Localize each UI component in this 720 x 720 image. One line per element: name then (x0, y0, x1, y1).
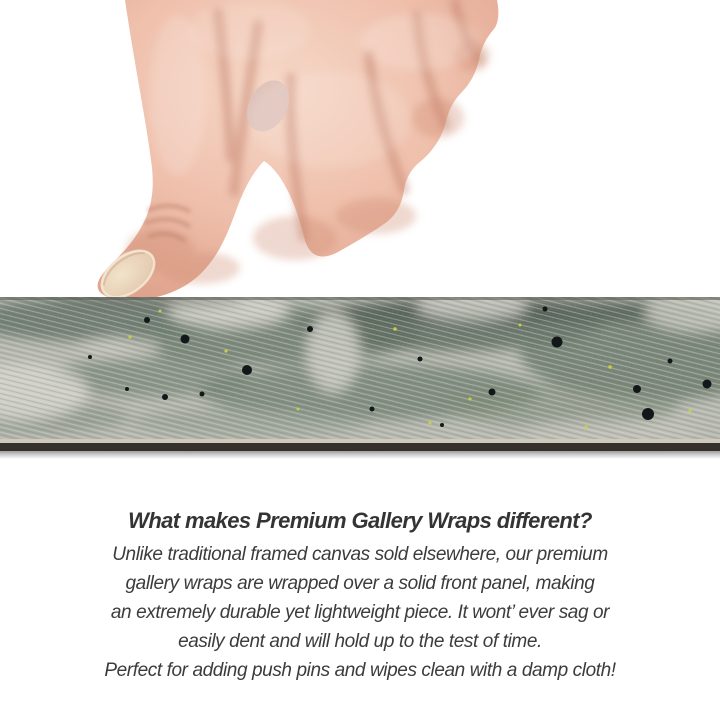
canvas-drop-shadow (0, 451, 720, 459)
canvas-edge-image (0, 297, 720, 459)
canvas-grain-overlay (0, 297, 720, 439)
info-body-line: gallery wraps are wrapped over a solid front panel, making (125, 573, 595, 594)
hand-pressing-thumb-image (0, 0, 720, 312)
info-body-line: Perfect for adding push pins and wipes clean with a damp cloth! (104, 660, 616, 681)
canvas-fold-edge (0, 439, 720, 443)
canvas-texture (0, 297, 720, 459)
info-text-block (0, 505, 720, 685)
hand-illustration (0, 0, 720, 312)
info-body-line: an extremely durable yet lightweight piece. It wont’ ever sag or (110, 602, 610, 623)
info-heading: What makes Premium Gallery Wraps different? (128, 508, 592, 533)
canvas-top-edge (0, 297, 720, 300)
info-body-line: Unlike traditional framed canvas sold elsewhere, our premium (112, 544, 608, 565)
canvas-bottom-lip (0, 443, 720, 451)
info-body-line: easily dent and will hold up to the test of time. (178, 631, 542, 652)
